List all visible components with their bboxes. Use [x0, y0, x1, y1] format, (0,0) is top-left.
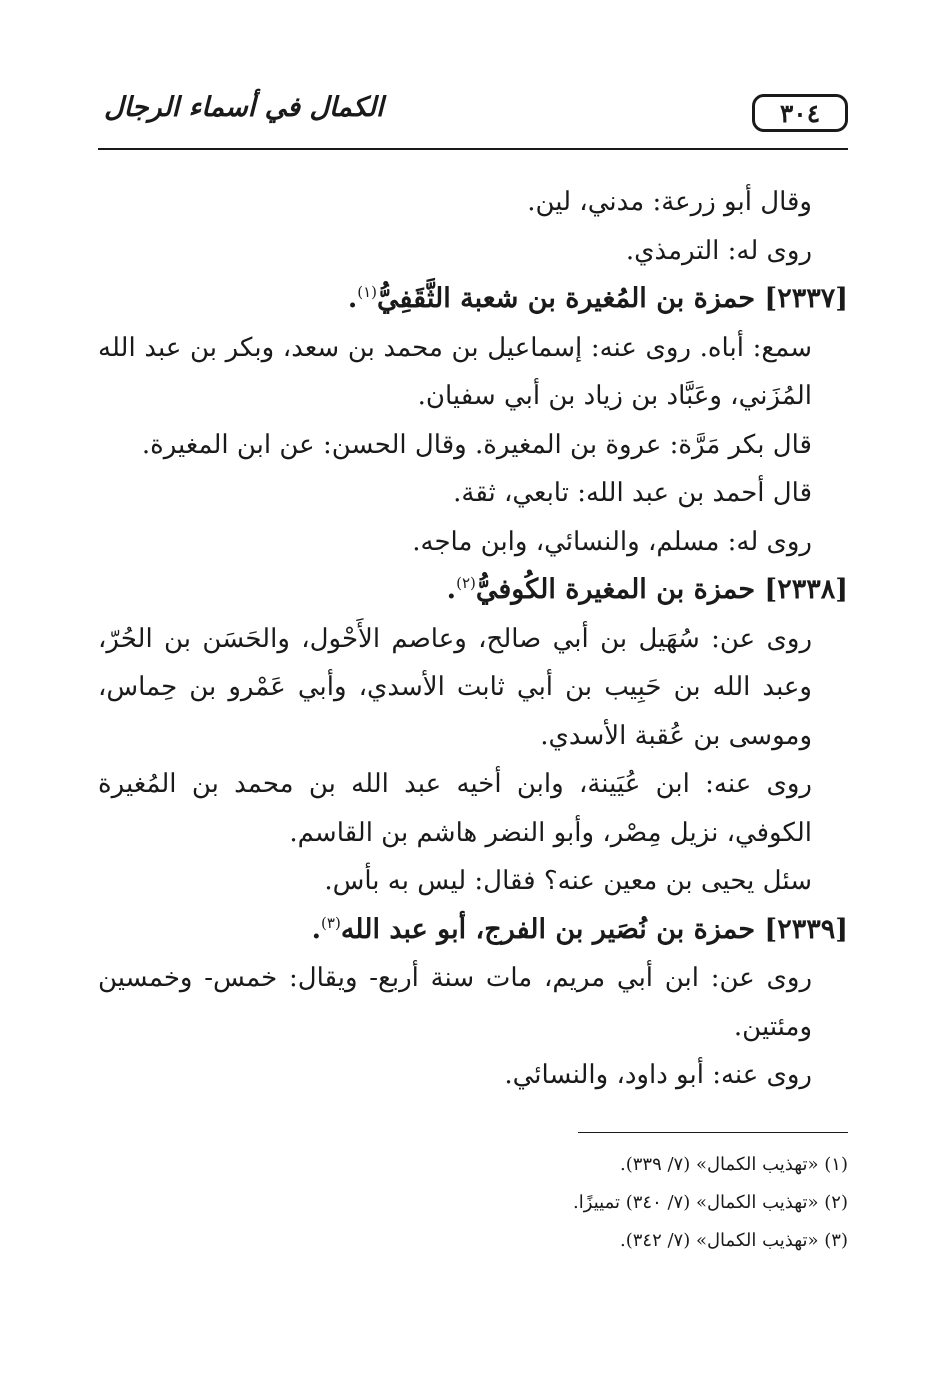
footnote-ref: (٢) — [456, 574, 476, 592]
entry-title: [٢٣٣٩] حمزة بن نُصَير بن الفرج، أبو عبد الله — [340, 913, 848, 945]
text-line: وقال أبو زرعة: مدني، لين. — [527, 187, 812, 217]
text-line: روى له: مسلم، والنسائي، وابن ماجه. — [412, 526, 812, 557]
entry-heading — [98, 566, 848, 615]
page-number-box — [752, 94, 848, 132]
entry-end: . — [311, 913, 322, 945]
text-line: قال أحمد بن عبد الله: تابعي، ثقة. — [453, 478, 812, 508]
header-rule — [98, 148, 848, 150]
footnotes — [420, 1146, 848, 1260]
entry-end: . — [347, 283, 358, 314]
book-title: الكمال في أسماء الرجال — [104, 92, 384, 123]
text-line: سمع: أباه. روى عنه: إسماعيل بن محمد بن سعد، وبكر بن عبد الله المُزَني، وعَبَّاد بن زياد بن أبي سفيان. — [98, 332, 812, 411]
text-line: روى عن: سُهَيل بن أبي صالح، وعاصم الأَحْول، والحَسَن بن الحُرّ، وعبد الله بن حَبِيب بن أبي ثابت الأسدي، وأبي عَمْرو بن حِماس، وموسى بن عُقبة الأسدي. — [98, 623, 812, 751]
entry-heading — [98, 906, 848, 955]
footnote: (٣) «تهذيب الكمال» (٧/ ٣٤٢). — [619, 1230, 848, 1251]
entry-heading — [98, 275, 848, 324]
text-line: سئل يحيى بن معين عنه؟ فقال: ليس به بأس. — [324, 866, 812, 896]
page-number: ٣٠٤ — [779, 98, 821, 128]
entry-title: [٢٣٣٨] حمزة بن المغيرة الكُوفيُّ — [475, 574, 848, 605]
footnote-rule — [578, 1132, 848, 1133]
text-line: روى له: الترمذي. — [625, 235, 812, 266]
entry-title: [٢٣٣٧] حمزة بن المُغيرة بن شعبة الثَّقَفِيُّ — [377, 283, 848, 314]
text-line: روى عن: ابن أبي مريم، مات سنة أربع- ويقال: خمس- وخمسين ومئتين. — [98, 963, 812, 1042]
footnote: (١) «تهذيب الكمال» (٧/ ٣٣٩). — [619, 1154, 848, 1175]
text-line: روى عنه: أبو داود، والنسائي. — [504, 1060, 812, 1090]
footnote-ref: (٣) — [321, 913, 341, 932]
entry-end: . — [446, 574, 457, 605]
footnote: (٢) «تهذيب الكمال» (٧/ ٣٤٠) تمييزًا. — [573, 1192, 848, 1213]
text-line: قال بكر مَرَّة: عروة بن المغيرة. وقال الحسن: عن ابن المغيرة. — [141, 429, 812, 460]
main-text — [98, 178, 848, 1100]
page-header — [98, 88, 848, 148]
text-line: روى عنه: ابن عُيَينة، وابن أخيه عبد الله بن محمد بن المُغيرة الكوفي، نزيل مِصْر، وأبو النضر هاشم بن القاسم. — [98, 769, 812, 848]
footnote-ref: (١) — [357, 283, 378, 301]
